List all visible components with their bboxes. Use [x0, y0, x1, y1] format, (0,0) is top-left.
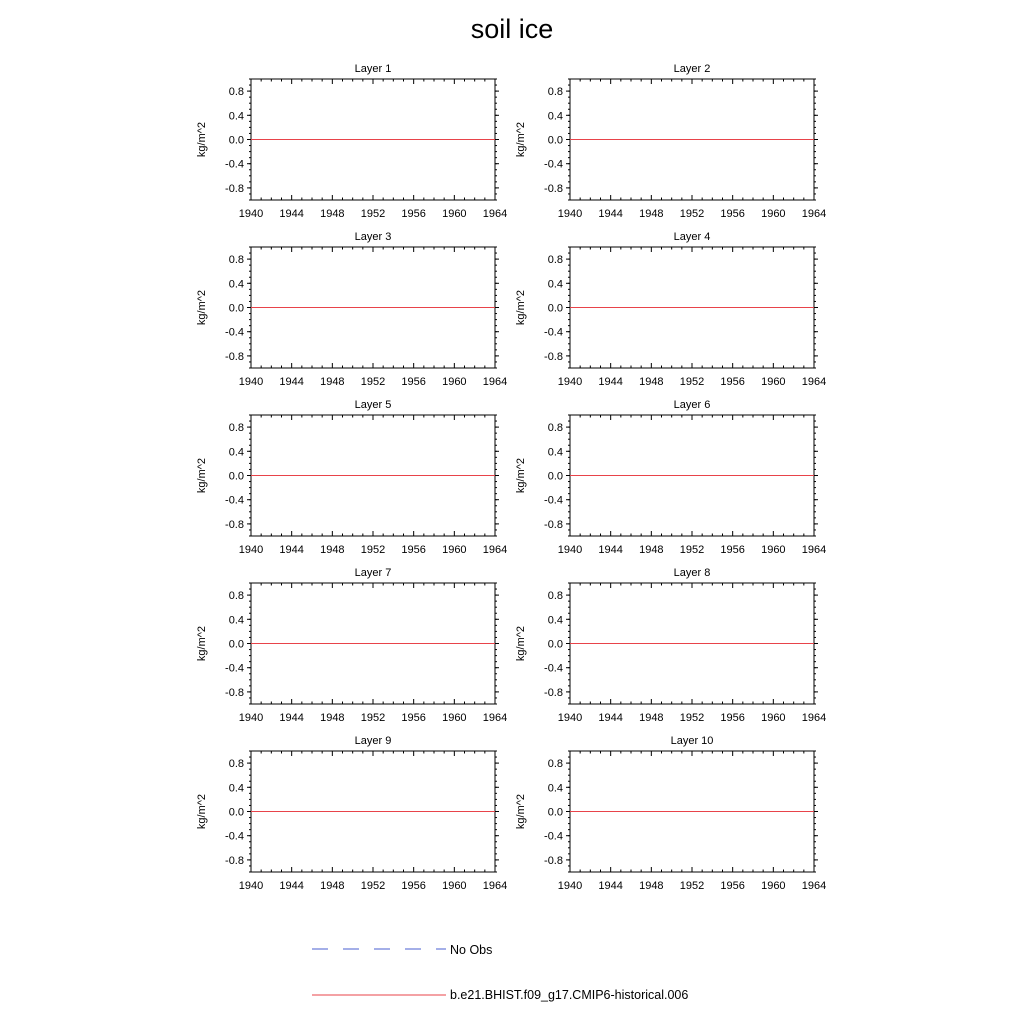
panel-8-ytick-label: 0.4	[547, 614, 563, 627]
panel-2-ytick-label: -0.4	[544, 158, 563, 171]
panel-5-xtick-label: 1964	[482, 544, 508, 556]
panel-1-xtick-label: 1964	[482, 208, 508, 220]
panel-10-xtick-label: 1956	[720, 880, 745, 892]
panel-7-ytick-label: 0.4	[228, 614, 244, 627]
panel-10-ytick-label: -0.4	[544, 830, 563, 843]
panel-10-xtick-label: 1948	[639, 880, 664, 892]
panel-9-xtick-label: 1964	[482, 880, 508, 892]
panel-2-title: Layer 2	[673, 63, 711, 75]
panel-6-ytick-label: 0.8	[547, 422, 563, 435]
panel-5-ytick-label: 0.8	[228, 422, 244, 435]
figure-title: soil ice	[470, 14, 554, 44]
panel-7-xtick-label: 1956	[401, 712, 426, 724]
panel-3-xtick-label: 1964	[482, 376, 508, 388]
panel-3-ytick-label: 0.8	[228, 254, 244, 267]
panel-8-xtick-label: 1940	[557, 712, 583, 724]
panel-9-ytick-label: 0.8	[228, 758, 244, 771]
panel-4-xtick-label: 1964	[801, 376, 827, 388]
panel-7-ytick-label: 0.0	[228, 638, 244, 651]
panel-4-ylabel: kg/m^2	[515, 289, 527, 326]
panel-4-ytick-label: -0.8	[544, 350, 563, 363]
panel-2-xtick-label: 1940	[557, 208, 583, 220]
panel-5-xtick-label: 1956	[401, 544, 426, 556]
panel-7-xtick-label: 1948	[320, 712, 345, 724]
panel-6-xtick-label: 1964	[801, 544, 827, 556]
panel-2-ylabel: kg/m^2	[515, 121, 527, 158]
panel-9-xtick-label: 1960	[442, 880, 467, 892]
panel-8-ytick-label: -0.4	[544, 662, 563, 675]
panel-5-ylabel: kg/m^2	[196, 457, 208, 494]
panel-3-ylabel: kg/m^2	[196, 289, 208, 326]
panel-8-xtick-label: 1952	[679, 712, 705, 724]
panel-7-xtick-label: 1944	[279, 712, 304, 724]
panel-7-ytick-label: -0.8	[225, 686, 244, 699]
panel-3-xtick-label: 1952	[360, 376, 386, 388]
panel-4-ytick-label: 0.4	[547, 278, 563, 291]
panel-3-xtick-label: 1956	[401, 376, 426, 388]
panel-3-xtick-label: 1944	[279, 376, 304, 388]
panel-9-title: Layer 9	[354, 735, 392, 747]
panel-6-ytick-label: 0.0	[547, 470, 563, 483]
panel-10-ytick-label: -0.8	[544, 854, 563, 867]
panel-3-title: Layer 3	[354, 231, 392, 243]
panel-1-ytick-label: -0.8	[225, 182, 244, 195]
panel-7-xtick-label: 1952	[360, 712, 386, 724]
panel-4-ytick-label: -0.4	[544, 326, 563, 339]
panel-8-ytick-label: 0.8	[547, 590, 563, 603]
panel-7-ytick-label: -0.4	[225, 662, 244, 675]
panel-1-xtick-label: 1948	[320, 208, 345, 220]
panel-3-xtick-label: 1940	[238, 376, 264, 388]
panel-5-ytick-label: 0.4	[228, 446, 244, 459]
panel-8-ytick-label: 0.0	[547, 638, 563, 651]
panel-4-xtick-label: 1960	[761, 376, 786, 388]
panel-3-xtick-label: 1948	[320, 376, 345, 388]
panel-6-ylabel: kg/m^2	[515, 457, 527, 494]
panel-9-ytick-label: 0.0	[228, 806, 244, 819]
panel-1-ytick-label: 0.8	[228, 86, 244, 99]
panel-9-ylabel: kg/m^2	[196, 793, 208, 830]
panel-7-xtick-label: 1940	[238, 712, 264, 724]
panel-8-xtick-label: 1960	[761, 712, 786, 724]
panel-1-ytick-label: -0.4	[225, 158, 244, 171]
panel-1-ytick-label: 0.0	[228, 134, 244, 147]
panel-2-ytick-label: 0.4	[547, 110, 563, 123]
panel-1-ylabel: kg/m^2	[196, 121, 208, 158]
panel-5-xtick-label: 1940	[238, 544, 264, 556]
panel-10-xtick-label: 1944	[598, 880, 623, 892]
panel-9-xtick-label: 1956	[401, 880, 426, 892]
panel-6-xtick-label: 1940	[557, 544, 583, 556]
panel-4-ytick-label: 0.8	[547, 254, 563, 267]
panel-1-xtick-label: 1944	[279, 208, 304, 220]
panel-1-title: Layer 1	[354, 63, 392, 75]
panel-2-ytick-label: -0.8	[544, 182, 563, 195]
panel-7-ytick-label: 0.8	[228, 590, 244, 603]
panel-6-title: Layer 6	[673, 399, 711, 411]
panel-1-ytick-label: 0.4	[228, 110, 244, 123]
panel-3-ytick-label: 0.0	[228, 302, 244, 315]
panel-9-xtick-label: 1940	[238, 880, 264, 892]
panel-6-ytick-label: -0.8	[544, 518, 563, 531]
panel-4-title: Layer 4	[673, 231, 711, 243]
panel-6-xtick-label: 1956	[720, 544, 745, 556]
panel-2-ytick-label: 0.8	[547, 86, 563, 99]
panel-6-xtick-label: 1960	[761, 544, 786, 556]
panel-8-xtick-label: 1964	[801, 712, 827, 724]
panel-8-ytick-label: -0.8	[544, 686, 563, 699]
panel-7-xtick-label: 1960	[442, 712, 467, 724]
panel-3-xtick-label: 1960	[442, 376, 467, 388]
panel-9-ytick-label: 0.4	[228, 782, 244, 795]
panel-2-xtick-label: 1944	[598, 208, 623, 220]
panel-2-xtick-label: 1948	[639, 208, 664, 220]
panel-6-xtick-label: 1944	[598, 544, 623, 556]
panel-3-ytick-label: -0.8	[225, 350, 244, 363]
panel-9-xtick-label: 1952	[360, 880, 386, 892]
panel-5-ytick-label: 0.0	[228, 470, 244, 483]
panel-4-xtick-label: 1952	[679, 376, 705, 388]
panel-4-ytick-label: 0.0	[547, 302, 563, 315]
panel-1-xtick-label: 1940	[238, 208, 264, 220]
panel-9-xtick-label: 1944	[279, 880, 304, 892]
panel-5-xtick-label: 1952	[360, 544, 386, 556]
panel-2-xtick-label: 1956	[720, 208, 745, 220]
panel-7-ylabel: kg/m^2	[196, 625, 208, 662]
panel-4-xtick-label: 1940	[557, 376, 583, 388]
panel-1-xtick-label: 1952	[360, 208, 386, 220]
panel-8-xtick-label: 1956	[720, 712, 745, 724]
panel-10-xtick-label: 1960	[761, 880, 786, 892]
panel-4-xtick-label: 1944	[598, 376, 623, 388]
panel-4-xtick-label: 1948	[639, 376, 664, 388]
panel-10-xtick-label: 1940	[557, 880, 583, 892]
legend-label-model: b.e21.BHIST.f09_g17.CMIP6-historical.006	[450, 988, 689, 1002]
panel-1-xtick-label: 1960	[442, 208, 467, 220]
panel-2-xtick-label: 1952	[679, 208, 705, 220]
panel-10-ylabel: kg/m^2	[515, 793, 527, 830]
panel-2-ytick-label: 0.0	[547, 134, 563, 147]
panel-8-title: Layer 8	[673, 567, 711, 579]
panel-10-xtick-label: 1964	[801, 880, 827, 892]
panel-10-ytick-label: 0.4	[547, 782, 563, 795]
panel-8-ylabel: kg/m^2	[515, 625, 527, 662]
panel-4-xtick-label: 1956	[720, 376, 745, 388]
panel-10-xtick-label: 1952	[679, 880, 705, 892]
panel-9-xtick-label: 1948	[320, 880, 345, 892]
panel-5-ytick-label: -0.8	[225, 518, 244, 531]
panel-6-ytick-label: -0.4	[544, 494, 563, 507]
panel-5-xtick-label: 1960	[442, 544, 467, 556]
panel-8-xtick-label: 1948	[639, 712, 664, 724]
legend-label-no-obs: No Obs	[450, 943, 493, 957]
panel-6-xtick-label: 1948	[639, 544, 664, 556]
panel-3-ytick-label: 0.4	[228, 278, 244, 291]
panel-7-xtick-label: 1964	[482, 712, 508, 724]
panel-5-xtick-label: 1944	[279, 544, 304, 556]
panel-10-ytick-label: 0.8	[547, 758, 563, 771]
panel-6-ytick-label: 0.4	[547, 446, 563, 459]
panel-10-title: Layer 10	[670, 735, 714, 747]
panel-2-xtick-label: 1960	[761, 208, 786, 220]
panel-2-xtick-label: 1964	[801, 208, 827, 220]
panel-7-title: Layer 7	[354, 567, 392, 579]
panel-9-ytick-label: -0.8	[225, 854, 244, 867]
panel-9-ytick-label: -0.4	[225, 830, 244, 843]
panel-10-ytick-label: 0.0	[547, 806, 563, 819]
panel-5-title: Layer 5	[354, 399, 392, 411]
panel-5-xtick-label: 1948	[320, 544, 345, 556]
panel-6-xtick-label: 1952	[679, 544, 705, 556]
panel-1-xtick-label: 1956	[401, 208, 426, 220]
panel-5-ytick-label: -0.4	[225, 494, 244, 507]
panel-3-ytick-label: -0.4	[225, 326, 244, 339]
panel-8-xtick-label: 1944	[598, 712, 623, 724]
